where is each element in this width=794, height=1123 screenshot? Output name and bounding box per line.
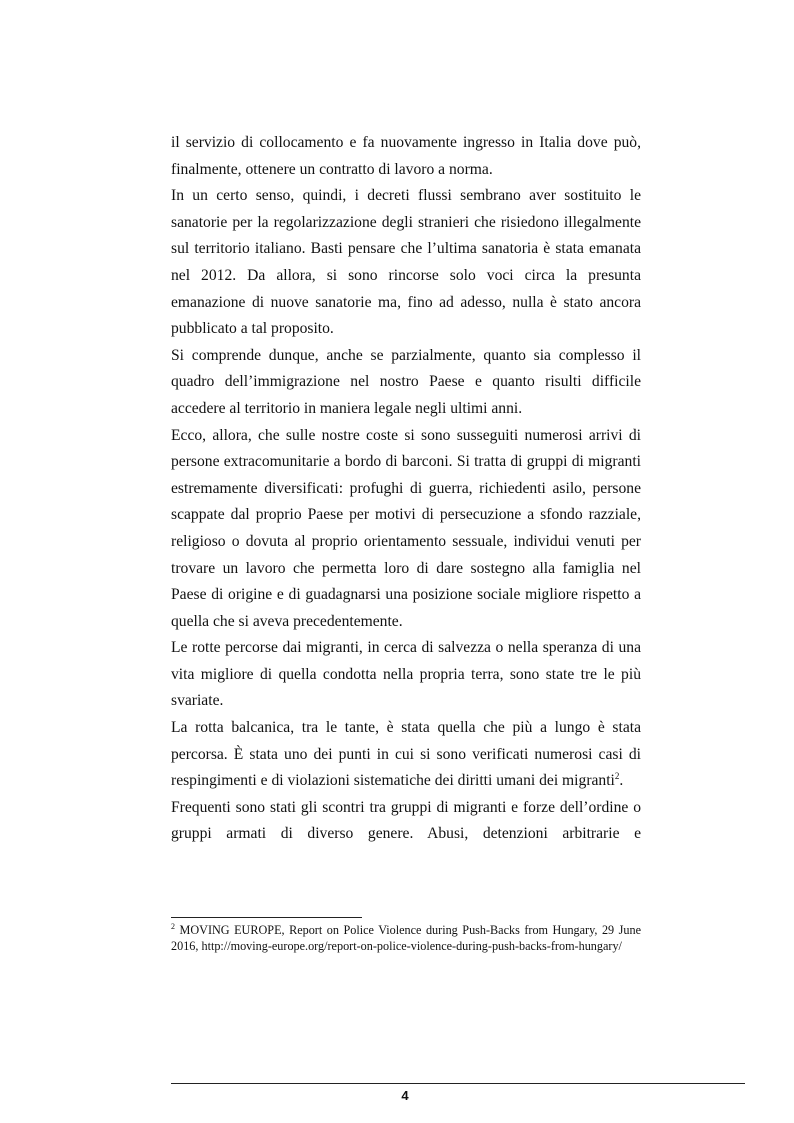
paragraph: Ecco, allora, che sulle nostre coste si sono susseguiti numerosi arrivi di persone extracomunitarie a bordo di barconi. Si tratta di gruppi di migranti estremamente diversificati: profughi di guerra, richiedenti asilo, persone scappate dal proprio Paese per motivi di persecuzione a sfondo razziale, religioso o dovuta al proprio orientamento sessuale, individui venuti per trovare un lavoro che permetta loro di dare sostegno alla famiglia nel Paese di origine e di guadagnarsi una posizione sociale migliore rispetto a quella che si aveva precedentemente. (171, 426, 641, 630)
footnote-marker: 2 (171, 921, 175, 931)
page-number: 4 (401, 1088, 409, 1103)
footer-divider (171, 1083, 745, 1084)
footnote-text: MOVING EUROPE, Report on Police Violence during Push-Backs from Hungary, 29 June 2016, http://moving-europe.org/report-on-police-violence-during-push-backs-from-hungary/ (171, 923, 641, 954)
paragraph: Si comprende dunque, anche se parzialmente, quanto sia complesso il quadro dell’immigrazione nel nostro Paese e quanto risulti difficile accedere al territorio in maniera legale negli ultimi anni. (171, 346, 641, 417)
paragraph: In un certo senso, quindi, i decreti flussi sembrano aver sostituito le sanatorie per la regolarizzazione degli stranieri che risiedono illegalmente sul territorio italiano. Basti pensare che l’ultima sanatoria è stata emanata nel 2012. Da allora, si sono rincorse solo voci circa la presunta emanazione di nuove sanatorie ma, fino ad adesso, nulla è stato ancora pubblicato a tal proposito. (171, 187, 641, 338)
paragraph: il servizio di collocamento e fa nuovamente ingresso in Italia dove può, finalmente, ottenere un contratto di lavoro a norma. (171, 134, 641, 178)
body-text (171, 130, 641, 848)
paragraph-end: . (619, 772, 624, 790)
footnote-reference[interactable]: 2 (614, 771, 620, 782)
paragraph (171, 715, 641, 795)
footnote-separator (171, 917, 362, 918)
footnote (171, 922, 641, 955)
paragraph-text: La rotta balcanica, tra le tante, è stata quella che più a lungo è stata percorsa. È stata uno dei punti in cui si sono verificati numerosi casi di respingimenti e di violazioni sistematiche dei diritti umani dei migranti (171, 719, 641, 790)
paragraph: Frequenti sono stati gli scontri tra gruppi di migranti e forze dell’ordine o gruppi armati di diverso genere. Abusi, detenzioni arbitrarie e (171, 798, 641, 843)
paragraph: Le rotte percorse dai migranti, in cerca di salvezza o nella speranza di una vita migliore di quella condotta nella propria terra, sono state tre le più svariate. (171, 639, 641, 710)
